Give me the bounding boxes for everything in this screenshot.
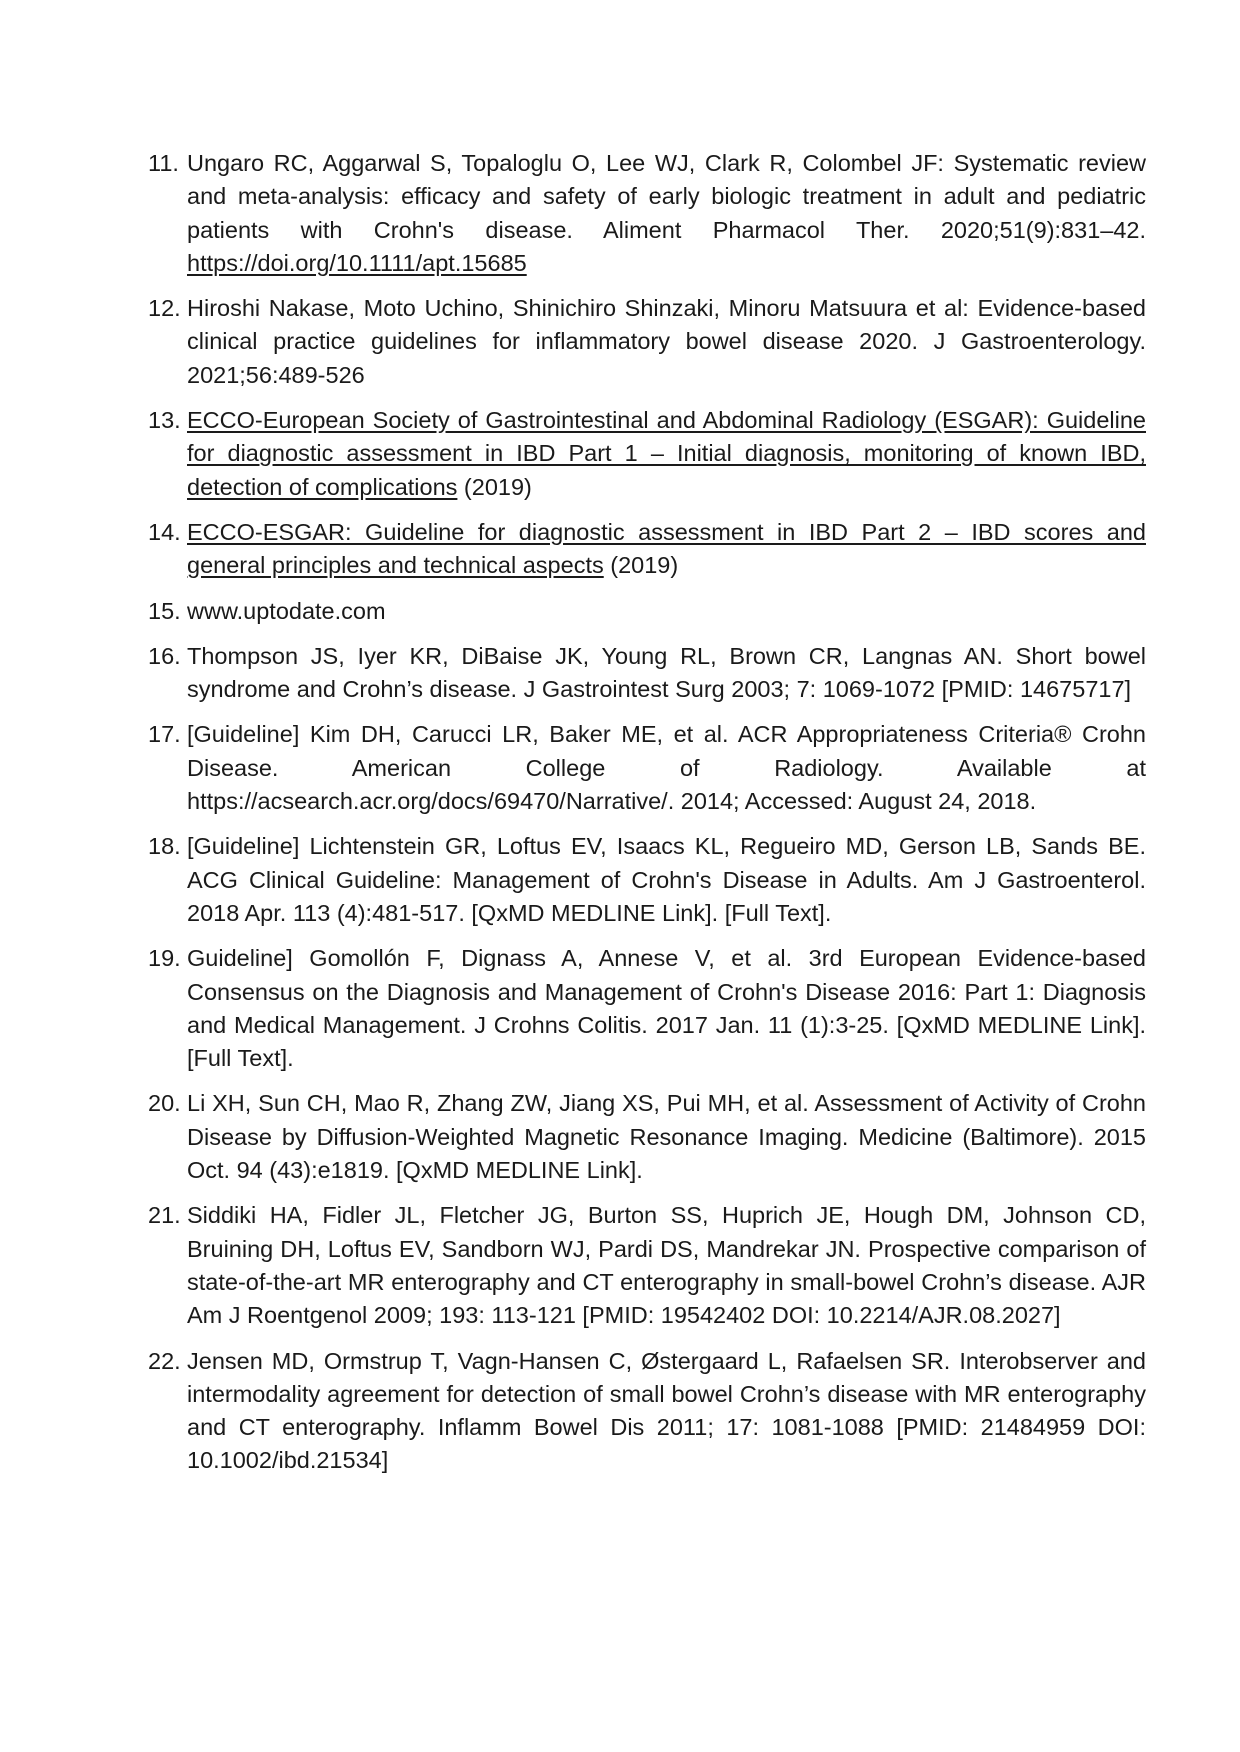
reference-number: 21. (148, 1202, 181, 1229)
reference-text (187, 945, 1146, 1071)
reference-number: 18. (148, 833, 181, 860)
reference-text (187, 833, 1146, 926)
reference-text (187, 721, 1146, 814)
reference-segment: www.uptodate.com (187, 597, 386, 624)
reference-item (148, 595, 1146, 628)
reference-text (187, 598, 386, 624)
reference-item (148, 640, 1146, 707)
reference-number: 14. (148, 518, 181, 545)
reference-text (187, 643, 1146, 702)
reference-text (187, 1090, 1146, 1183)
reference-item (148, 830, 1146, 930)
reference-item (148, 292, 1146, 392)
reference-text (187, 519, 1146, 578)
reference-text (187, 1202, 1146, 1328)
reference-link[interactable]: ECCO-ESGAR: Guideline for diagnostic assessment in IBD Part 2 – IBD scores and general principles and technical aspects (187, 518, 1146, 579)
reference-item (148, 147, 1146, 280)
reference-item (148, 516, 1146, 583)
reference-item (148, 404, 1146, 504)
reference-number: 11. (148, 150, 179, 176)
reference-number: 19. (148, 945, 181, 972)
reference-number: 16. (148, 642, 181, 669)
reference-link[interactable]: https://doi.org/10.1111/apt.15685 (187, 249, 527, 276)
reference-number: 12. (148, 295, 181, 322)
reference-segment: (2019) (603, 552, 679, 579)
reference-segment: Li XH, Sun CH, Mao R, Zhang ZW, Jiang XS, Pui MH, et al. Assessment of Activity of Crohn Disease by Diffusion-Weighted Magnetic Resonance Imaging. Medicine (Baltimore). 2015 Oct. 94 (43):e1819. [QxMD MEDLINE Link]. (187, 1090, 1146, 1184)
reference-item (148, 718, 1146, 818)
reference-segment: Guideline] Gomollón F, Dignass A, Annese V, et al. 3rd European Evidence-based Consensus on the Diagnosis and Management of Crohn's Disease 2016: Part 1: Diagnosis and Medical Management. J Crohns Colitis. 2017 Jan. 11 (1):3-25. [QxMD MEDLINE Link]. [Full Text]. (187, 945, 1146, 1072)
reference-number: 15. (148, 597, 181, 624)
reference-segment: [Guideline] Kim DH, Carucci LR, Baker ME, et al. ACR Appropriateness Criteria® Crohn Disease. American College of Radiology. Available at https://acsearch.acr.org/docs/69470/Narrative/. 2014; Accessed: August 24, 2018. (187, 721, 1146, 815)
reference-number: 22. (148, 1347, 181, 1374)
reference-segment: Siddiki HA, Fidler JL, Fletcher JG, Burton SS, Huprich JE, Hough DM, Johnson CD, Bruining DH, Loftus EV, Sandborn WJ, Pardi DS, Mandrekar JN. Prospective comparison of state-of-the-art MR enterography and CT enterography in small-bowel Crohn’s disease. AJR Am J Roentgenol 2009; 193: 113-121 [PMID: 19542402 DOI: 10.2214/AJR.08.2027] (187, 1202, 1146, 1329)
reference-segment: (2019) (457, 473, 532, 500)
reference-text (187, 150, 1146, 276)
reference-link[interactable]: ECCO-European Society of Gastrointestinal and Abdominal Radiology (ESGAR): Guideline for diagnostic assessment in IBD Part 1 – Initial diagnosis, monitoring of known IBD, detection of complications (187, 407, 1146, 500)
reference-segment: Ungaro RC, Aggarwal S, Topaloglu O, Lee WJ, Clark R, Colombel JF: Systematic review and meta-analysis: efficacy and safety of early biologic treatment in adult and pediatric patients with Crohn's disease. Aliment Pharmacol Ther. 2020;51(9):831–42. (187, 150, 1146, 243)
reference-item (148, 942, 1146, 1075)
reference-segment: Hiroshi Nakase, Moto Uchino, Shinichiro Shinzaki, Minoru Matsuura et al: Evidence-based clinical practice guidelines for inflammatory bowel disease 2020. J Gastroenterology. 2021;56:489-526 (187, 295, 1146, 388)
reference-segment: [Guideline] Lichtenstein GR, Loftus EV, Isaacs KL, Regueiro MD, Gerson LB, Sands BE. ACG Clinical Guideline: Management of Crohn's Disease in Adults. Am J Gastroenterol. 2018 Apr. 113 (4):481-517. [QxMD MEDLINE Link]. [Full Text]. (187, 833, 1146, 926)
reference-item (148, 1087, 1146, 1187)
reference-text (187, 295, 1146, 388)
reference-item (148, 1345, 1146, 1478)
reference-segment: Jensen MD, Ormstrup T, Vagn-Hansen C, Østergaard L, Rafaelsen SR. Interobserver and intermodality agreement for detection of small bowel Crohn’s disease with MR enterography and CT enterography. Inflamm Bowel Dis 2011; 17: 1081-1088 [PMID: 21484959 DOI: 10.1002/ibd.21534] (187, 1347, 1146, 1474)
reference-number: 17. (148, 721, 181, 748)
reference-list (148, 147, 1146, 1490)
reference-item (148, 1199, 1146, 1332)
reference-text (187, 407, 1146, 500)
reference-segment: Thompson JS, Iyer KR, DiBaise JK, Young RL, Brown CR, Langnas AN. Short bowel syndrome and Crohn’s disease. J Gastrointest Surg 2003; 7: 1069-1072 [PMID: 14675717] (187, 642, 1146, 703)
reference-number: 13. (148, 407, 181, 434)
reference-number: 20. (148, 1090, 181, 1117)
reference-text (187, 1348, 1146, 1474)
